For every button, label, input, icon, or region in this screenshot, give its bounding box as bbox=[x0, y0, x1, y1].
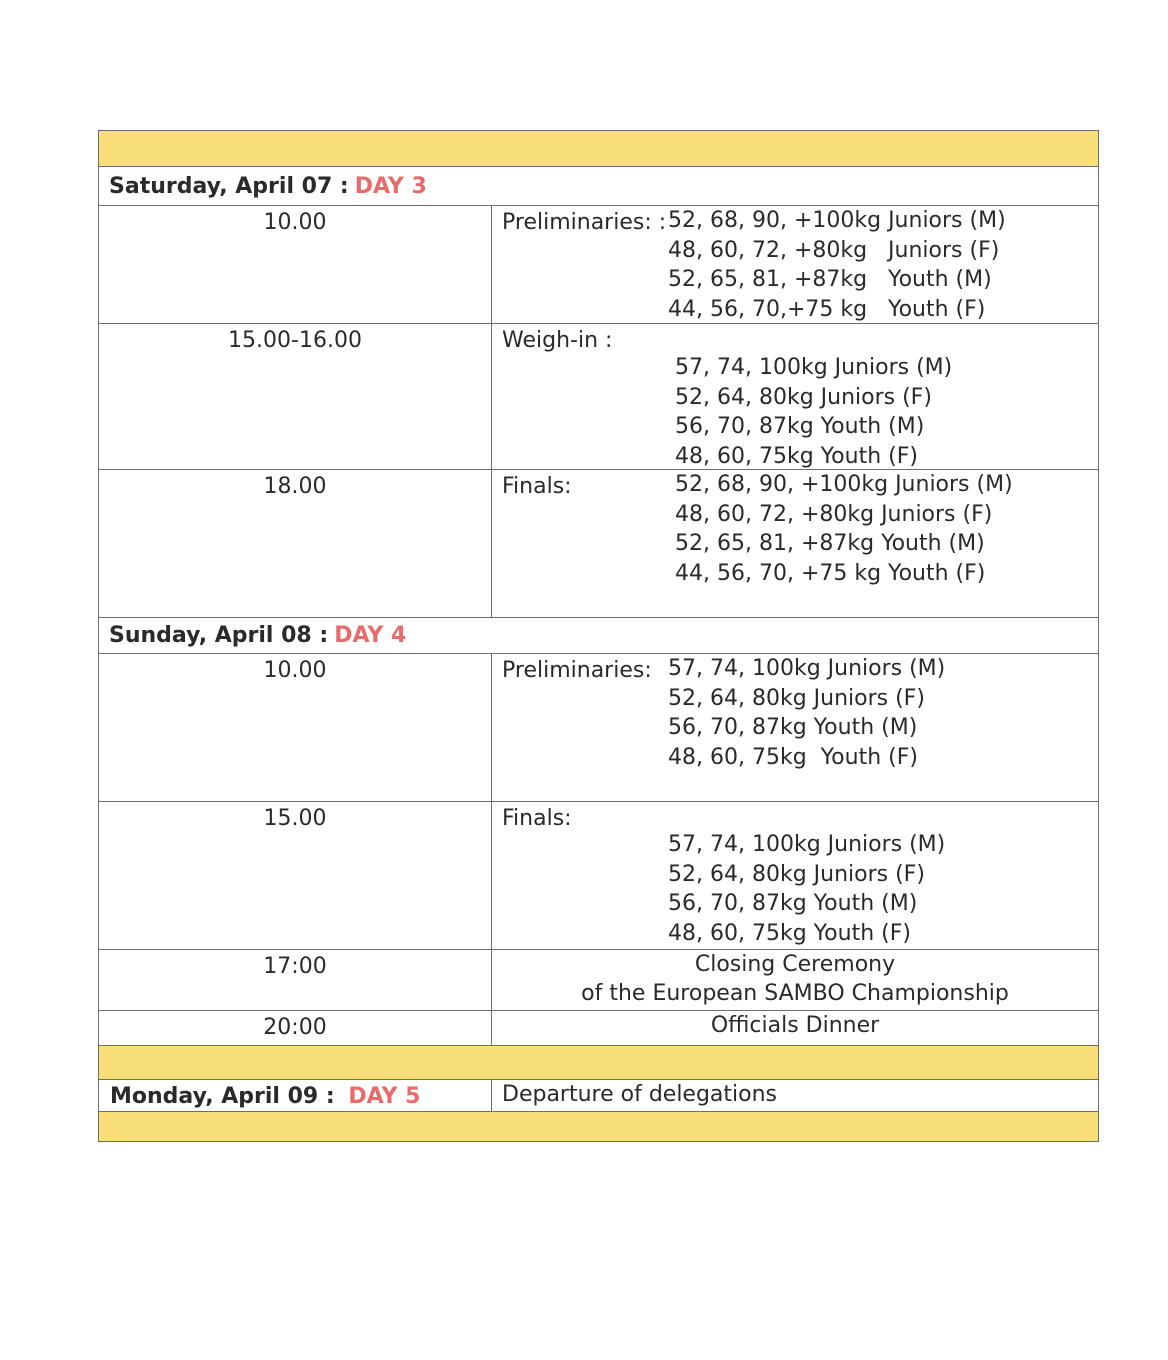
event-row bbox=[99, 654, 1098, 802]
event-time: 10.00 bbox=[263, 210, 327, 235]
event-title: Preliminaries: bbox=[502, 658, 652, 683]
day-row-monday bbox=[99, 1080, 1098, 1112]
event-info-cell bbox=[492, 802, 1098, 949]
separator-band bbox=[99, 1046, 1098, 1080]
event-info-cell bbox=[492, 206, 1098, 323]
event-time-cell bbox=[99, 950, 492, 1010]
category-line: 44, 56, 70, +75 kg Youth (F) bbox=[675, 560, 986, 586]
event-time: 18.00 bbox=[263, 474, 327, 499]
category-line: 52, 68, 90, +100kg Juniors (M) bbox=[675, 472, 1013, 497]
event-line: Departure of delegations bbox=[502, 1082, 778, 1107]
category-list bbox=[675, 353, 1098, 471]
day-tag: DAY 4 bbox=[334, 623, 407, 648]
header-band bbox=[99, 131, 1098, 167]
category-line: 57, 74, 100kg Juniors (M) bbox=[675, 355, 953, 380]
category-line: 48, 60, 75kg Youth (F) bbox=[668, 920, 911, 946]
category-line: 52, 68, 90, +100kg Juniors (M) bbox=[668, 208, 1006, 233]
event-info-cell bbox=[492, 1007, 1098, 1045]
category-list bbox=[668, 654, 1098, 772]
event-line: Closing Ceremony bbox=[694, 952, 896, 977]
day-header-saturday bbox=[99, 167, 1098, 206]
event-row bbox=[99, 950, 1098, 1011]
category-list bbox=[668, 206, 1098, 324]
category-line: 52, 64, 80kg Juniors (F) bbox=[668, 685, 925, 711]
event-time: 20:00 bbox=[263, 1015, 327, 1040]
event-time-cell bbox=[99, 206, 492, 323]
event-time: 10.00 bbox=[263, 658, 327, 683]
category-line: 57, 74, 100kg Juniors (M) bbox=[668, 832, 946, 857]
day-label: Saturday, April 07 : bbox=[109, 173, 349, 199]
category-line: 48, 60, 72, +80kg Juniors (F) bbox=[675, 501, 993, 527]
event-title: Finals: bbox=[502, 474, 572, 499]
category-line: 44, 56, 70,+75 kg Youth (F) bbox=[668, 296, 986, 322]
event-line: of the European SAMBO Championship bbox=[581, 981, 1009, 1006]
category-line: 52, 65, 81, +87kg Youth (M) bbox=[675, 531, 985, 556]
event-info-cell bbox=[492, 324, 1098, 469]
category-line: 57, 74, 100kg Juniors (M) bbox=[668, 656, 946, 681]
category-line: 56, 70, 87kg Youth (M) bbox=[668, 891, 918, 916]
event-time-cell bbox=[99, 470, 492, 617]
day-label: Monday, April 09 : bbox=[110, 1084, 335, 1109]
footer-band bbox=[99, 1112, 1098, 1141]
category-line: 48, 60, 75kg Youth (F) bbox=[675, 443, 918, 469]
event-row bbox=[99, 802, 1098, 950]
event-row bbox=[99, 1011, 1098, 1046]
category-list bbox=[675, 470, 1098, 588]
schedule-table bbox=[98, 130, 1099, 1142]
event-info-cell bbox=[492, 654, 1098, 801]
event-row bbox=[99, 470, 1098, 618]
event-line: Officials Dinner bbox=[710, 1013, 880, 1038]
event-info-cell bbox=[492, 1080, 1098, 1111]
event-time-cell bbox=[99, 324, 492, 469]
day-tag: DAY 5 bbox=[348, 1084, 421, 1109]
event-time: 15.00 bbox=[263, 806, 327, 831]
event-title: Preliminaries: : bbox=[502, 210, 667, 235]
event-time-cell bbox=[99, 1011, 492, 1045]
day-tag: DAY 3 bbox=[354, 173, 427, 199]
category-line: 56, 70, 87kg Youth (M) bbox=[675, 414, 925, 439]
day-header-sunday bbox=[99, 618, 1098, 654]
event-title: Finals: bbox=[502, 806, 572, 831]
day-header-monday bbox=[99, 1080, 492, 1111]
event-title: Weigh-in : bbox=[502, 328, 613, 353]
category-line: 52, 64, 80kg Juniors (F) bbox=[675, 384, 932, 410]
category-line: 52, 65, 81, +87kg Youth (M) bbox=[668, 267, 992, 292]
category-list bbox=[668, 830, 1098, 948]
category-line: 52, 64, 80kg Juniors (F) bbox=[668, 861, 925, 887]
event-info-cell bbox=[492, 946, 1098, 1010]
event-time-cell bbox=[99, 802, 492, 949]
day-label: Sunday, April 08 : bbox=[109, 623, 329, 648]
event-time: 15.00-16.00 bbox=[228, 328, 362, 353]
event-row bbox=[99, 206, 1098, 324]
event-row bbox=[99, 324, 1098, 470]
event-info-cell bbox=[492, 470, 1098, 617]
event-time-cell bbox=[99, 654, 492, 801]
category-line: 56, 70, 87kg Youth (M) bbox=[668, 715, 918, 740]
category-line: 48, 60, 75kg Youth (F) bbox=[668, 744, 918, 770]
event-time: 17:00 bbox=[263, 954, 327, 979]
category-line: 48, 60, 72, +80kg Juniors (F) bbox=[668, 237, 1000, 263]
